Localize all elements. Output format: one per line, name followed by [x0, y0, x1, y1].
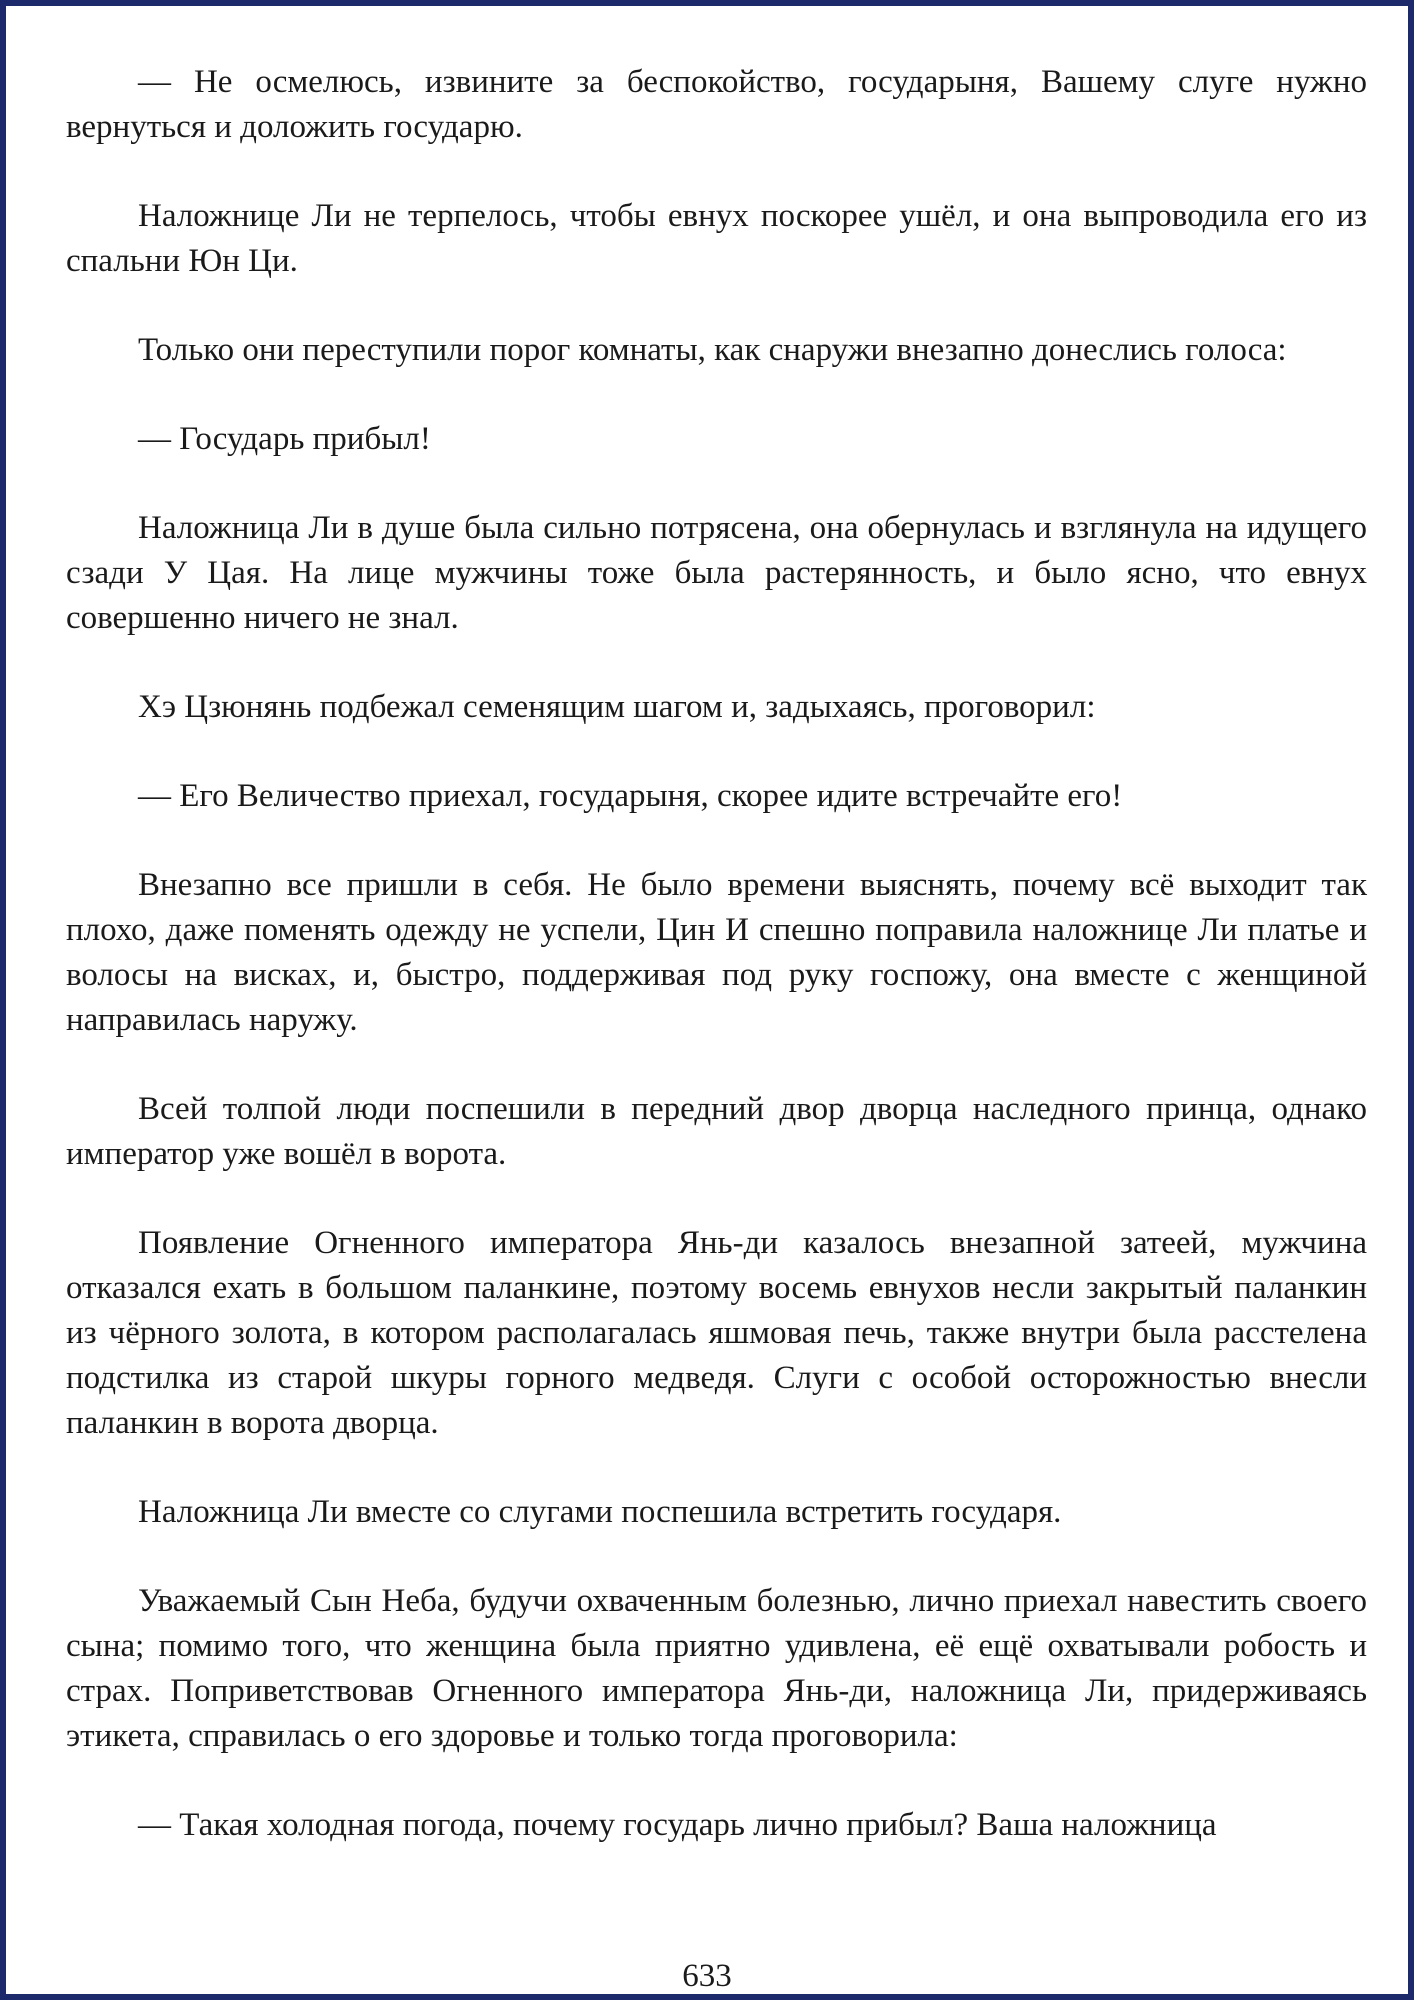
- body-text: [66, 60, 1367, 1848]
- paragraph: Только они переступили порог комнаты, как снаружи внезапно донеслись голоса:: [138, 332, 1287, 368]
- paragraph: Хэ Цзюнянь подбежал семенящим шагом и, задыхаясь, проговорил:: [138, 689, 1096, 725]
- paragraph: — Такая холодная погода, почему государь лично прибыл? Ваша наложница: [138, 1807, 1217, 1843]
- paragraph: — Его Величество приехал, государыня, скорее идите встречайте его!: [138, 778, 1123, 814]
- paragraph: Появление Огненного императора Янь-ди казалось внезапной затеей, мужчина отказался ехать в большом паланкине, поэтому восемь евнухов несли закрытый паланкин из чёрного золота, в котором располагалась яшмовая печь, также внутри была расстелена подстилка из старой шкуры горного медведя. Слуги с особой осторожностью внесли паланкин в ворота дворца.: [66, 1225, 1367, 1441]
- paragraph: Уважаемый Сын Неба, будучи охваченным болезнью, лично приехал навестить своего сына; помимо того, что женщина была приятно удивлена, её ещё охватывали робость и страх. Поприветствовав Огненного императора Янь-ди, наложница Ли, придерживаясь этикета, справилась о его здоровье и только тогда проговорила:: [66, 1583, 1367, 1754]
- page-number: 633: [682, 1958, 732, 1994]
- paragraph: Наложнице Ли не терпелось, чтобы евнух поскорее ушёл, и она выпроводила его из спальни Юн Ци.: [66, 198, 1367, 279]
- paragraph: Наложница Ли в душе была сильно потрясена, она обернулась и взглянула на идущего сзади У Цая. На лице мужчины тоже была растерянность, и было ясно, что евнух совершенно ничего не знал.: [66, 510, 1367, 636]
- paragraph: — Не осмелюсь, извините за беспокойство, государыня, Вашему слуге нужно вернуться и доложить государю.: [66, 64, 1367, 145]
- paragraph: Наложница Ли вместе со слугами поспешила встретить государя.: [138, 1494, 1062, 1530]
- paragraph: Всей толпой люди поспешили в передний двор дворца наследного принца, однако император уже вошёл в ворота.: [66, 1091, 1367, 1172]
- paragraph: — Государь прибыл!: [138, 421, 431, 457]
- paragraph: Внезапно все пришли в себя. Не было времени выяснять, почему всё выходит так плохо, даже поменять одежду не успели, Цин И спешно поправила наложнице Ли платье и волосы на висках, и, быстро, поддерживая под руку госпожу, она вместе с женщиной направилась наружу.: [66, 867, 1367, 1038]
